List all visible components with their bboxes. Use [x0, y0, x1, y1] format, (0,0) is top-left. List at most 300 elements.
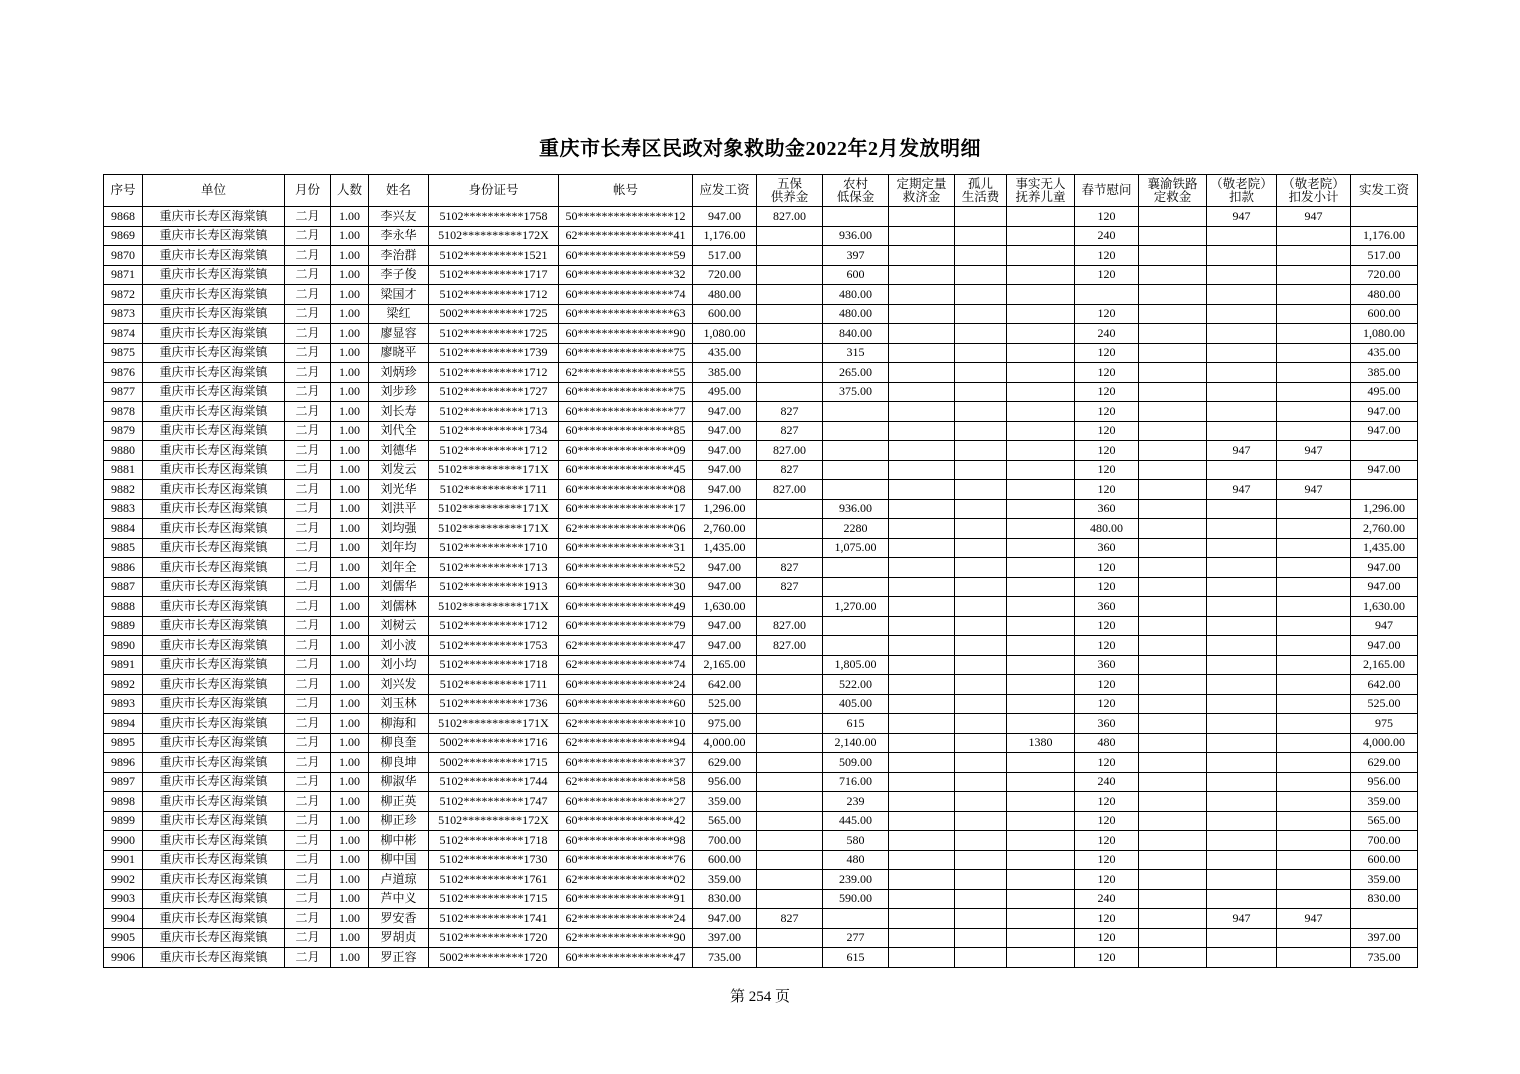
cell-wubao-support — [757, 382, 823, 402]
cell-wubao-support — [757, 538, 823, 558]
cell-serial: 9898 — [104, 792, 143, 812]
cell-name: 罗胡贞 — [369, 928, 429, 948]
cell-count: 1.00 — [331, 265, 369, 285]
cell-net-pay: 495.00 — [1351, 382, 1418, 402]
cell-month: 二月 — [285, 616, 331, 636]
cell-unsupported-child — [1007, 285, 1075, 305]
cell-regular-relief — [889, 382, 955, 402]
cell-name: 罗正容 — [369, 948, 429, 968]
cell-unit: 重庆市长寿区海棠镇 — [143, 382, 285, 402]
cell-regular-relief — [889, 928, 955, 948]
cell-net-pay: 435.00 — [1351, 343, 1418, 363]
cell-account: 60****************32 — [559, 265, 693, 285]
cell-rural-dibao — [823, 909, 889, 929]
cell-unit: 重庆市长寿区海棠镇 — [143, 850, 285, 870]
cell-count: 1.00 — [331, 382, 369, 402]
cell-unit: 重庆市长寿区海棠镇 — [143, 246, 285, 266]
table-row — [104, 207, 1418, 227]
cell-orphan-living — [955, 889, 1007, 909]
cell-unsupported-child — [1007, 538, 1075, 558]
cell-regular-relief — [889, 577, 955, 597]
cell-spring-festival: 120 — [1075, 382, 1139, 402]
cell-id-number: 5002**********1725 — [429, 304, 559, 324]
cell-spring-festival: 120 — [1075, 246, 1139, 266]
cell-nursing-home-subtotal — [1277, 226, 1351, 246]
cell-rural-dibao: 936.00 — [823, 226, 889, 246]
cell-unit: 重庆市长寿区海棠镇 — [143, 753, 285, 773]
cell-payable: 495.00 — [693, 382, 757, 402]
cell-wubao-support — [757, 343, 823, 363]
cell-rural-dibao: 509.00 — [823, 753, 889, 773]
cell-nursing-home-subtotal — [1277, 811, 1351, 831]
cell-nursing-home-subtotal — [1277, 402, 1351, 422]
cell-unit: 重庆市长寿区海棠镇 — [143, 675, 285, 695]
cell-serial: 9899 — [104, 811, 143, 831]
cell-orphan-living — [955, 265, 1007, 285]
cell-name: 柳海和 — [369, 714, 429, 734]
table-row — [104, 382, 1418, 402]
table-row — [104, 811, 1418, 831]
cell-count: 1.00 — [331, 246, 369, 266]
cell-name: 刘步珍 — [369, 382, 429, 402]
cell-regular-relief — [889, 343, 955, 363]
cell-regular-relief — [889, 850, 955, 870]
cell-name: 柳正珍 — [369, 811, 429, 831]
cell-xiangyu-railway — [1139, 265, 1207, 285]
cell-xiangyu-railway — [1139, 792, 1207, 812]
cell-nursing-home-subtotal — [1277, 948, 1351, 968]
header-spring-festival: 春节慰问 — [1075, 175, 1139, 207]
cell-payable: 947.00 — [693, 460, 757, 480]
cell-count: 1.00 — [331, 831, 369, 851]
cell-rural-dibao: 445.00 — [823, 811, 889, 831]
cell-spring-festival: 480 — [1075, 733, 1139, 753]
cell-xiangyu-railway — [1139, 226, 1207, 246]
cell-serial: 9891 — [104, 655, 143, 675]
cell-month: 二月 — [285, 207, 331, 227]
cell-nursing-home-subtotal — [1277, 675, 1351, 695]
table-row — [104, 558, 1418, 578]
cell-wubao-support — [757, 694, 823, 714]
cell-net-pay: 397.00 — [1351, 928, 1418, 948]
cell-name: 刘年均 — [369, 538, 429, 558]
cell-nursing-home-deduction — [1207, 265, 1277, 285]
cell-unit: 重庆市长寿区海棠镇 — [143, 792, 285, 812]
header-nursing-home-deduction: （敬老院） 扣款 — [1207, 175, 1277, 207]
cell-nursing-home-subtotal — [1277, 850, 1351, 870]
cell-nursing-home-subtotal — [1277, 460, 1351, 480]
cell-wubao-support — [757, 226, 823, 246]
cell-rural-dibao: 239.00 — [823, 870, 889, 890]
header-wubao-support: 五保 供养金 — [757, 175, 823, 207]
cell-count: 1.00 — [331, 636, 369, 656]
cell-payable: 1,176.00 — [693, 226, 757, 246]
cell-unsupported-child — [1007, 694, 1075, 714]
cell-name: 李永华 — [369, 226, 429, 246]
cell-payable: 830.00 — [693, 889, 757, 909]
cell-id-number: 5102**********1744 — [429, 772, 559, 792]
cell-id-number: 5102**********172X — [429, 811, 559, 831]
cell-count: 1.00 — [331, 343, 369, 363]
cell-month: 二月 — [285, 675, 331, 695]
cell-name: 梁红 — [369, 304, 429, 324]
header-id-number: 身份证号 — [429, 175, 559, 207]
cell-rural-dibao — [823, 577, 889, 597]
cell-month: 二月 — [285, 909, 331, 929]
cell-unit: 重庆市长寿区海棠镇 — [143, 558, 285, 578]
cell-payable: 525.00 — [693, 694, 757, 714]
cell-unsupported-child — [1007, 928, 1075, 948]
cell-regular-relief — [889, 519, 955, 539]
cell-nursing-home-deduction — [1207, 733, 1277, 753]
table-row — [104, 772, 1418, 792]
cell-serial: 9880 — [104, 441, 143, 461]
table-row — [104, 948, 1418, 968]
header-row — [104, 175, 1418, 207]
cell-unit: 重庆市长寿区海棠镇 — [143, 928, 285, 948]
cell-month: 二月 — [285, 343, 331, 363]
cell-spring-festival: 120 — [1075, 402, 1139, 422]
cell-month: 二月 — [285, 538, 331, 558]
cell-xiangyu-railway — [1139, 889, 1207, 909]
cell-name: 刘长寿 — [369, 402, 429, 422]
cell-net-pay: 947.00 — [1351, 421, 1418, 441]
cell-xiangyu-railway — [1139, 382, 1207, 402]
cell-net-pay: 565.00 — [1351, 811, 1418, 831]
cell-count: 1.00 — [331, 889, 369, 909]
cell-regular-relief — [889, 597, 955, 617]
cell-nursing-home-deduction — [1207, 948, 1277, 968]
cell-net-pay: 1,630.00 — [1351, 597, 1418, 617]
cell-id-number: 5102**********1713 — [429, 402, 559, 422]
cell-name: 刘炳珍 — [369, 363, 429, 383]
cell-nursing-home-deduction — [1207, 246, 1277, 266]
cell-name: 刘玉林 — [369, 694, 429, 714]
cell-serial: 9896 — [104, 753, 143, 773]
cell-spring-festival: 120 — [1075, 265, 1139, 285]
table-row — [104, 441, 1418, 461]
cell-rural-dibao: 716.00 — [823, 772, 889, 792]
cell-nursing-home-subtotal: 947 — [1277, 441, 1351, 461]
cell-nursing-home-deduction — [1207, 870, 1277, 890]
cell-month: 二月 — [285, 831, 331, 851]
cell-payable: 359.00 — [693, 870, 757, 890]
cell-unsupported-child — [1007, 792, 1075, 812]
cell-xiangyu-railway — [1139, 324, 1207, 344]
cell-spring-festival: 240 — [1075, 889, 1139, 909]
cell-wubao-support — [757, 889, 823, 909]
cell-unsupported-child — [1007, 714, 1075, 734]
cell-xiangyu-railway — [1139, 363, 1207, 383]
cell-nursing-home-subtotal — [1277, 616, 1351, 636]
cell-month: 二月 — [285, 441, 331, 461]
cell-count: 1.00 — [331, 792, 369, 812]
cell-serial: 9900 — [104, 831, 143, 851]
cell-account: 60****************76 — [559, 850, 693, 870]
cell-spring-festival: 360 — [1075, 714, 1139, 734]
cell-id-number: 5102**********1727 — [429, 382, 559, 402]
cell-unit: 重庆市长寿区海棠镇 — [143, 441, 285, 461]
cell-count: 1.00 — [331, 616, 369, 636]
cell-wubao-support — [757, 714, 823, 734]
cell-unsupported-child — [1007, 382, 1075, 402]
table-row — [104, 636, 1418, 656]
cell-spring-festival: 360 — [1075, 655, 1139, 675]
table-row — [104, 304, 1418, 324]
cell-spring-festival — [1075, 285, 1139, 305]
cell-orphan-living — [955, 226, 1007, 246]
cell-payable: 947.00 — [693, 421, 757, 441]
cell-spring-festival: 120 — [1075, 636, 1139, 656]
cell-account: 60****************59 — [559, 246, 693, 266]
cell-account: 62****************47 — [559, 636, 693, 656]
cell-id-number: 5102**********1730 — [429, 850, 559, 870]
cell-month: 二月 — [285, 402, 331, 422]
cell-xiangyu-railway — [1139, 577, 1207, 597]
cell-rural-dibao: 315 — [823, 343, 889, 363]
cell-orphan-living — [955, 831, 1007, 851]
cell-spring-festival: 120 — [1075, 909, 1139, 929]
cell-count: 1.00 — [331, 948, 369, 968]
cell-count: 1.00 — [331, 753, 369, 773]
cell-rural-dibao: 1,270.00 — [823, 597, 889, 617]
cell-orphan-living — [955, 246, 1007, 266]
cell-spring-festival: 120 — [1075, 694, 1139, 714]
cell-name: 梁国才 — [369, 285, 429, 305]
cell-serial: 9873 — [104, 304, 143, 324]
cell-count: 1.00 — [331, 324, 369, 344]
cell-xiangyu-railway — [1139, 772, 1207, 792]
cell-unit: 重庆市长寿区海棠镇 — [143, 304, 285, 324]
cell-xiangyu-railway — [1139, 558, 1207, 578]
cell-nursing-home-deduction — [1207, 460, 1277, 480]
cell-account: 60****************24 — [559, 675, 693, 695]
cell-spring-festival: 120 — [1075, 831, 1139, 851]
cell-regular-relief — [889, 714, 955, 734]
cell-xiangyu-railway — [1139, 597, 1207, 617]
cell-id-number: 5102**********1712 — [429, 285, 559, 305]
cell-payable: 600.00 — [693, 850, 757, 870]
cell-id-number: 5102**********1741 — [429, 909, 559, 929]
cell-spring-festival: 120 — [1075, 870, 1139, 890]
cell-net-pay: 956.00 — [1351, 772, 1418, 792]
cell-payable: 629.00 — [693, 753, 757, 773]
cell-unit: 重庆市长寿区海棠镇 — [143, 655, 285, 675]
cell-rural-dibao: 1,805.00 — [823, 655, 889, 675]
cell-rural-dibao: 277 — [823, 928, 889, 948]
cell-net-pay: 525.00 — [1351, 694, 1418, 714]
cell-payable: 947.00 — [693, 909, 757, 929]
cell-account: 60****************42 — [559, 811, 693, 831]
cell-net-pay: 642.00 — [1351, 675, 1418, 695]
cell-account: 60****************37 — [559, 753, 693, 773]
cell-unit: 重庆市长寿区海棠镇 — [143, 421, 285, 441]
cell-nursing-home-deduction — [1207, 324, 1277, 344]
cell-wubao-support — [757, 597, 823, 617]
cell-nursing-home-subtotal — [1277, 577, 1351, 597]
cell-unsupported-child — [1007, 519, 1075, 539]
cell-name: 刘发云 — [369, 460, 429, 480]
cell-nursing-home-deduction — [1207, 792, 1277, 812]
table-row — [104, 343, 1418, 363]
cell-spring-festival: 120 — [1075, 616, 1139, 636]
cell-unsupported-child — [1007, 870, 1075, 890]
cell-spring-festival: 240 — [1075, 772, 1139, 792]
cell-count: 1.00 — [331, 363, 369, 383]
cell-count: 1.00 — [331, 870, 369, 890]
cell-wubao-support — [757, 655, 823, 675]
cell-xiangyu-railway — [1139, 831, 1207, 851]
cell-spring-festival: 480.00 — [1075, 519, 1139, 539]
cell-net-pay: 735.00 — [1351, 948, 1418, 968]
cell-net-pay: 2,165.00 — [1351, 655, 1418, 675]
cell-count: 1.00 — [331, 772, 369, 792]
cell-count: 1.00 — [331, 811, 369, 831]
cell-serial: 9868 — [104, 207, 143, 227]
document-title: 重庆市长寿区民政对象救助金2022年2月发放明细 — [539, 138, 981, 160]
cell-nursing-home-subtotal — [1277, 363, 1351, 383]
cell-unit: 重庆市长寿区海棠镇 — [143, 480, 285, 500]
cell-net-pay: 720.00 — [1351, 265, 1418, 285]
cell-nursing-home-subtotal — [1277, 714, 1351, 734]
cell-wubao-support — [757, 265, 823, 285]
cell-month: 二月 — [285, 772, 331, 792]
table-row — [104, 577, 1418, 597]
cell-unsupported-child — [1007, 265, 1075, 285]
cell-unit: 重庆市长寿区海棠镇 — [143, 772, 285, 792]
cell-name: 芦中义 — [369, 889, 429, 909]
cell-serial: 9878 — [104, 402, 143, 422]
header-serial: 序号 — [104, 175, 143, 207]
cell-account: 60****************45 — [559, 460, 693, 480]
cell-count: 1.00 — [331, 304, 369, 324]
header-unsupported-child: 事实无人 抚养儿童 — [1007, 175, 1075, 207]
cell-account: 60****************47 — [559, 948, 693, 968]
cell-account: 62****************55 — [559, 363, 693, 383]
cell-orphan-living — [955, 558, 1007, 578]
cell-unit: 重庆市长寿区海棠镇 — [143, 577, 285, 597]
cell-net-pay: 975 — [1351, 714, 1418, 734]
cell-orphan-living — [955, 304, 1007, 324]
cell-payable: 975.00 — [693, 714, 757, 734]
cell-nursing-home-subtotal — [1277, 831, 1351, 851]
cell-name: 柳淑华 — [369, 772, 429, 792]
cell-unsupported-child — [1007, 558, 1075, 578]
cell-nursing-home-subtotal — [1277, 421, 1351, 441]
cell-regular-relief — [889, 538, 955, 558]
table-row — [104, 246, 1418, 266]
cell-nursing-home-deduction — [1207, 597, 1277, 617]
cell-month: 二月 — [285, 421, 331, 441]
cell-payable: 1,080.00 — [693, 324, 757, 344]
cell-serial: 9904 — [104, 909, 143, 929]
cell-net-pay: 480.00 — [1351, 285, 1418, 305]
cell-serial: 9875 — [104, 343, 143, 363]
cell-account: 60****************74 — [559, 285, 693, 305]
cell-nursing-home-subtotal — [1277, 870, 1351, 890]
cell-month: 二月 — [285, 246, 331, 266]
cell-regular-relief — [889, 558, 955, 578]
cell-orphan-living — [955, 597, 1007, 617]
cell-rural-dibao: 2,140.00 — [823, 733, 889, 753]
cell-id-number: 5102**********1713 — [429, 558, 559, 578]
cell-regular-relief — [889, 675, 955, 695]
cell-account: 60****************08 — [559, 480, 693, 500]
cell-id-number: 5002**********1716 — [429, 733, 559, 753]
cell-account: 60****************91 — [559, 889, 693, 909]
cell-regular-relief — [889, 441, 955, 461]
cell-wubao-support — [757, 928, 823, 948]
cell-name: 柳中国 — [369, 850, 429, 870]
cell-payable: 947.00 — [693, 207, 757, 227]
cell-id-number: 5102**********171X — [429, 460, 559, 480]
cell-nursing-home-deduction — [1207, 304, 1277, 324]
cell-spring-festival: 120 — [1075, 460, 1139, 480]
cell-nursing-home-deduction — [1207, 714, 1277, 734]
cell-nursing-home-deduction — [1207, 402, 1277, 422]
cell-regular-relief — [889, 733, 955, 753]
cell-nursing-home-deduction — [1207, 811, 1277, 831]
cell-unit: 重庆市长寿区海棠镇 — [143, 636, 285, 656]
table-row — [104, 675, 1418, 695]
cell-serial: 9895 — [104, 733, 143, 753]
cell-unit: 重庆市长寿区海棠镇 — [143, 363, 285, 383]
cell-regular-relief — [889, 616, 955, 636]
table-row — [104, 831, 1418, 851]
table-row — [104, 285, 1418, 305]
table-row — [104, 928, 1418, 948]
cell-unsupported-child — [1007, 753, 1075, 773]
cell-unit: 重庆市长寿区海棠镇 — [143, 402, 285, 422]
cell-rural-dibao — [823, 460, 889, 480]
relief-table — [103, 174, 1418, 968]
cell-orphan-living — [955, 772, 1007, 792]
cell-serial: 9881 — [104, 460, 143, 480]
cell-unsupported-child — [1007, 324, 1075, 344]
cell-serial: 9886 — [104, 558, 143, 578]
cell-orphan-living — [955, 870, 1007, 890]
cell-nursing-home-subtotal — [1277, 343, 1351, 363]
cell-net-pay: 700.00 — [1351, 831, 1418, 851]
cell-orphan-living — [955, 460, 1007, 480]
cell-payable: 947.00 — [693, 558, 757, 578]
cell-rural-dibao: 522.00 — [823, 675, 889, 695]
cell-payable: 947.00 — [693, 480, 757, 500]
cell-month: 二月 — [285, 265, 331, 285]
cell-count: 1.00 — [331, 928, 369, 948]
cell-id-number: 5102**********1761 — [429, 870, 559, 890]
cell-net-pay: 359.00 — [1351, 792, 1418, 812]
cell-rural-dibao: 480.00 — [823, 304, 889, 324]
cell-orphan-living — [955, 714, 1007, 734]
cell-unsupported-child — [1007, 441, 1075, 461]
cell-rural-dibao — [823, 402, 889, 422]
cell-wubao-support — [757, 304, 823, 324]
table-row — [104, 655, 1418, 675]
cell-orphan-living — [955, 675, 1007, 695]
cell-serial: 9893 — [104, 694, 143, 714]
cell-rural-dibao — [823, 441, 889, 461]
cell-nursing-home-deduction — [1207, 285, 1277, 305]
cell-payable: 947.00 — [693, 577, 757, 597]
cell-nursing-home-deduction — [1207, 928, 1277, 948]
cell-unsupported-child — [1007, 363, 1075, 383]
table-row — [104, 792, 1418, 812]
table-row — [104, 324, 1418, 344]
cell-month: 二月 — [285, 928, 331, 948]
cell-unit: 重庆市长寿区海棠镇 — [143, 265, 285, 285]
cell-account: 62****************90 — [559, 928, 693, 948]
